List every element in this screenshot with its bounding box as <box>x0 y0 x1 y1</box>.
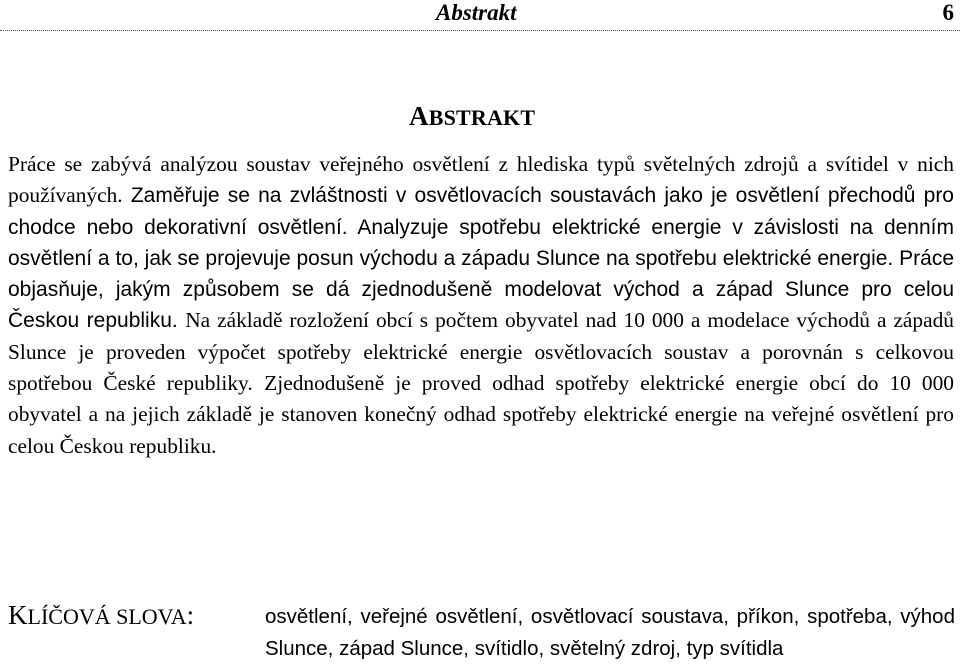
keywords-list: osvětlení, veřejné osvětlení, osvětlovací soustava, příkon, spotřeba, výhod Slunce, západ Slunce, svítidlo, světelný zdroj, typ svítidla <box>265 605 955 660</box>
abstract-sentence-1: Práce se zabývá analýzou soustav veřejného osvětlení z hlediska typů světelných zdrojů a svítidel v nich používaných. <box>8 152 954 208</box>
abstract-sentence-5: Na základě rozložení obcí s počtem obyvatel nad 10 000 a modelace východů a západů Slunce je proveden výpočet spotřeby elektrické energie osvětlovacích soustav a porovnán s celkovou spotřebou České republiky. <box>8 308 955 396</box>
header-rule <box>0 30 960 31</box>
abstract-paragraph <box>8 149 954 462</box>
keywords-label-initial: K <box>8 600 28 630</box>
page-number: 6 <box>942 0 954 25</box>
heading-rest: BSTRAKT <box>428 105 536 130</box>
abstract-sentence-3: Analyzuje spotřebu elektrické energie v závislosti na denním osvětlení a to, jak se projevuje posun východu a západu Slunce na spotřebu elektrické energie. <box>8 215 954 270</box>
abstract-sentence-2: Zaměřuje se na zvláštnosti v osvětlovacích soustavách jako je osvětlení přechodů pro chodce nebo dekorativní osvětlení. <box>8 184 954 239</box>
keywords-label-rest: LÍČOVÁ SLOVA <box>27 604 187 629</box>
abstract-sentence-6: Zjednodušeně je proved odhad spotřeby elektrické energie obcí do 10 000 obyvatel a na jejich základě je stanoven konečný odhad spotřeby elektrické energie na veřejné osvětlení pro celou Českou republiku. <box>8 371 954 458</box>
running-title: Abstrakt <box>436 0 517 25</box>
running-header <box>0 0 960 28</box>
keywords-label <box>8 598 194 634</box>
section-heading <box>409 99 535 135</box>
abstract-sentence-4: Práce objasňuje, jakým způsobem se dá zjednodušeně modelovat východ a západ Slunce pro celou Českou republiku. <box>8 246 954 333</box>
keywords-label-colon: : <box>186 600 195 630</box>
heading-initial: A <box>409 101 429 131</box>
